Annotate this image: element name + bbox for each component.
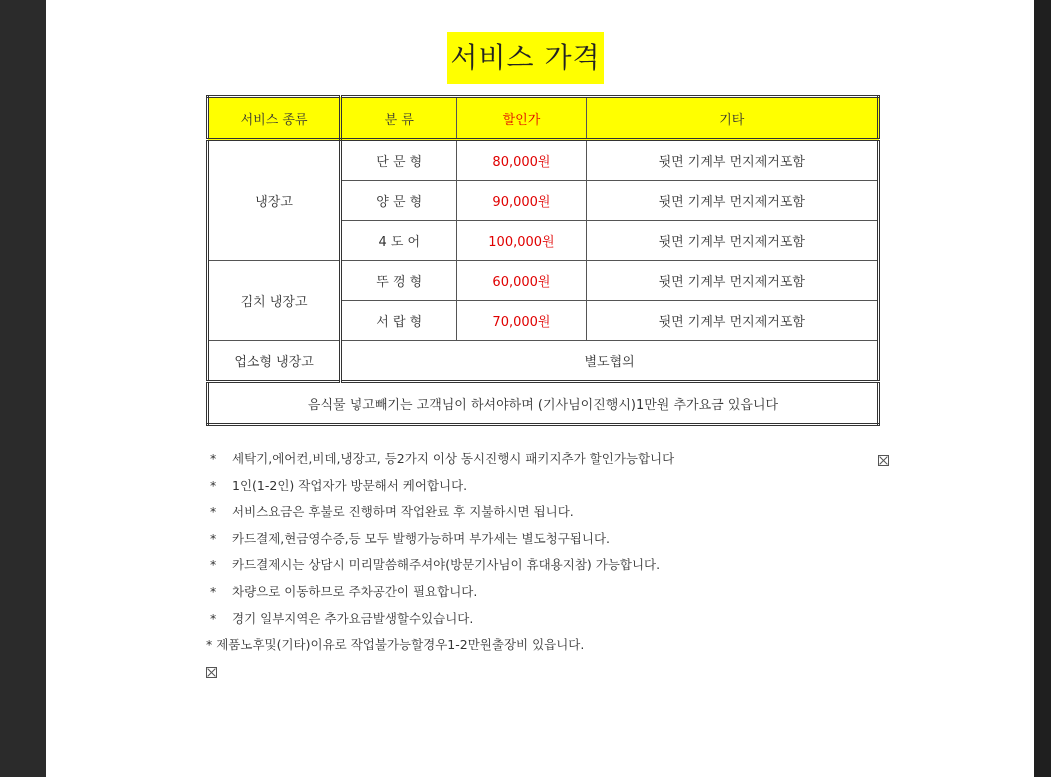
- type-cell: 뚜 껑 형: [341, 261, 457, 301]
- bullet: *: [210, 477, 217, 493]
- list-item: [206, 526, 896, 553]
- note-cell: 뒷면 기계부 먼지제거포함: [586, 140, 878, 181]
- price-cell: 80,000원: [457, 140, 586, 181]
- type-cell: 서 랍 형: [341, 301, 457, 341]
- broken-image-icon: [878, 455, 889, 466]
- price-cell: 90,000원: [457, 181, 586, 221]
- note-text: 세탁기,에어컨,비데,냉장고, 등2가지 이상 동시진행시 패키지추가 할인가능합니다: [232, 451, 675, 466]
- bullet: *: [210, 583, 217, 599]
- header-discount-price: 할인가: [457, 97, 586, 140]
- header-etc: 기타: [586, 97, 878, 140]
- type-cell: 4 도 어: [341, 221, 457, 261]
- business-note: 별도협의: [341, 341, 879, 382]
- bullet: *: [210, 557, 217, 573]
- type-cell: 단 문 형: [341, 140, 457, 181]
- price-table: [206, 95, 880, 426]
- title-wrap: [0, 32, 1051, 84]
- table-row: [208, 261, 879, 301]
- broken-image-icon: [206, 667, 217, 678]
- note-text: 경기 일부지역은 추가요금발생할수있습니다.: [232, 610, 474, 626]
- note-text: 1인(1-2인) 작업자가 방문해서 케어합니다.: [232, 477, 468, 493]
- note-cell: 뒷면 기계부 먼지제거포함: [586, 301, 878, 341]
- notice-cell: 음식물 넣고빼기는 고객님이 하셔야하며 (기사님이진행시)1만원 추가요금 있읍니다: [208, 382, 879, 425]
- notes-list: [206, 446, 896, 685]
- list-item: [206, 552, 896, 579]
- note-text: 카드결제시는 상담시 미리말씀해주셔야(방문기사님이 휴대용지참) 가능합니다.: [232, 557, 661, 573]
- table-row: [208, 382, 879, 425]
- bullet: *: [210, 530, 217, 546]
- right-gutter: [1034, 0, 1051, 777]
- price-cell: 60,000원: [457, 261, 586, 301]
- bullet: *: [210, 610, 217, 626]
- header-category: 분 류: [341, 97, 457, 140]
- note-cell: 뒷면 기계부 먼지제거포함: [586, 221, 878, 261]
- category-business-fridge: 업소형 냉장고: [208, 341, 341, 382]
- note-text: 제품노후및(기타)이유로 작업불가능할경우1-2만원출장비 있읍니다.: [216, 637, 585, 653]
- list-item: [206, 659, 896, 686]
- bullet: *: [206, 637, 213, 653]
- list-item: [206, 473, 896, 500]
- header-service-type: 서비스 종류: [208, 97, 341, 140]
- note-text: 차량으로 이동하므로 주차공간이 필요합니다.: [232, 583, 478, 599]
- page-title: 서비스 가격: [447, 32, 603, 84]
- list-item: [206, 606, 896, 633]
- category-kimchi-fridge: 김치 냉장고: [208, 261, 341, 341]
- type-cell: 양 문 형: [341, 181, 457, 221]
- note-cell: 뒷면 기계부 먼지제거포함: [586, 261, 878, 301]
- table-header-row: [208, 97, 879, 140]
- bullet: *: [210, 504, 217, 520]
- bullet: *: [210, 451, 217, 466]
- category-fridge: 냉장고: [208, 140, 341, 261]
- list-item: [206, 499, 896, 526]
- price-cell: 100,000원: [457, 221, 586, 261]
- note-text: 카드결제,현금영수증,등 모두 발행가능하며 부가세는 별도청구됩니다.: [232, 530, 610, 546]
- list-item: [206, 446, 896, 473]
- list-item: [206, 632, 896, 659]
- price-cell: 70,000원: [457, 301, 586, 341]
- note-text: 서비스요금은 후불로 진행하며 작업완료 후 지불하시면 됩니다.: [232, 504, 574, 520]
- note-cell: 뒷면 기계부 먼지제거포함: [586, 181, 878, 221]
- table-row: [208, 140, 879, 181]
- table-row: [208, 341, 879, 382]
- list-item: [206, 579, 896, 606]
